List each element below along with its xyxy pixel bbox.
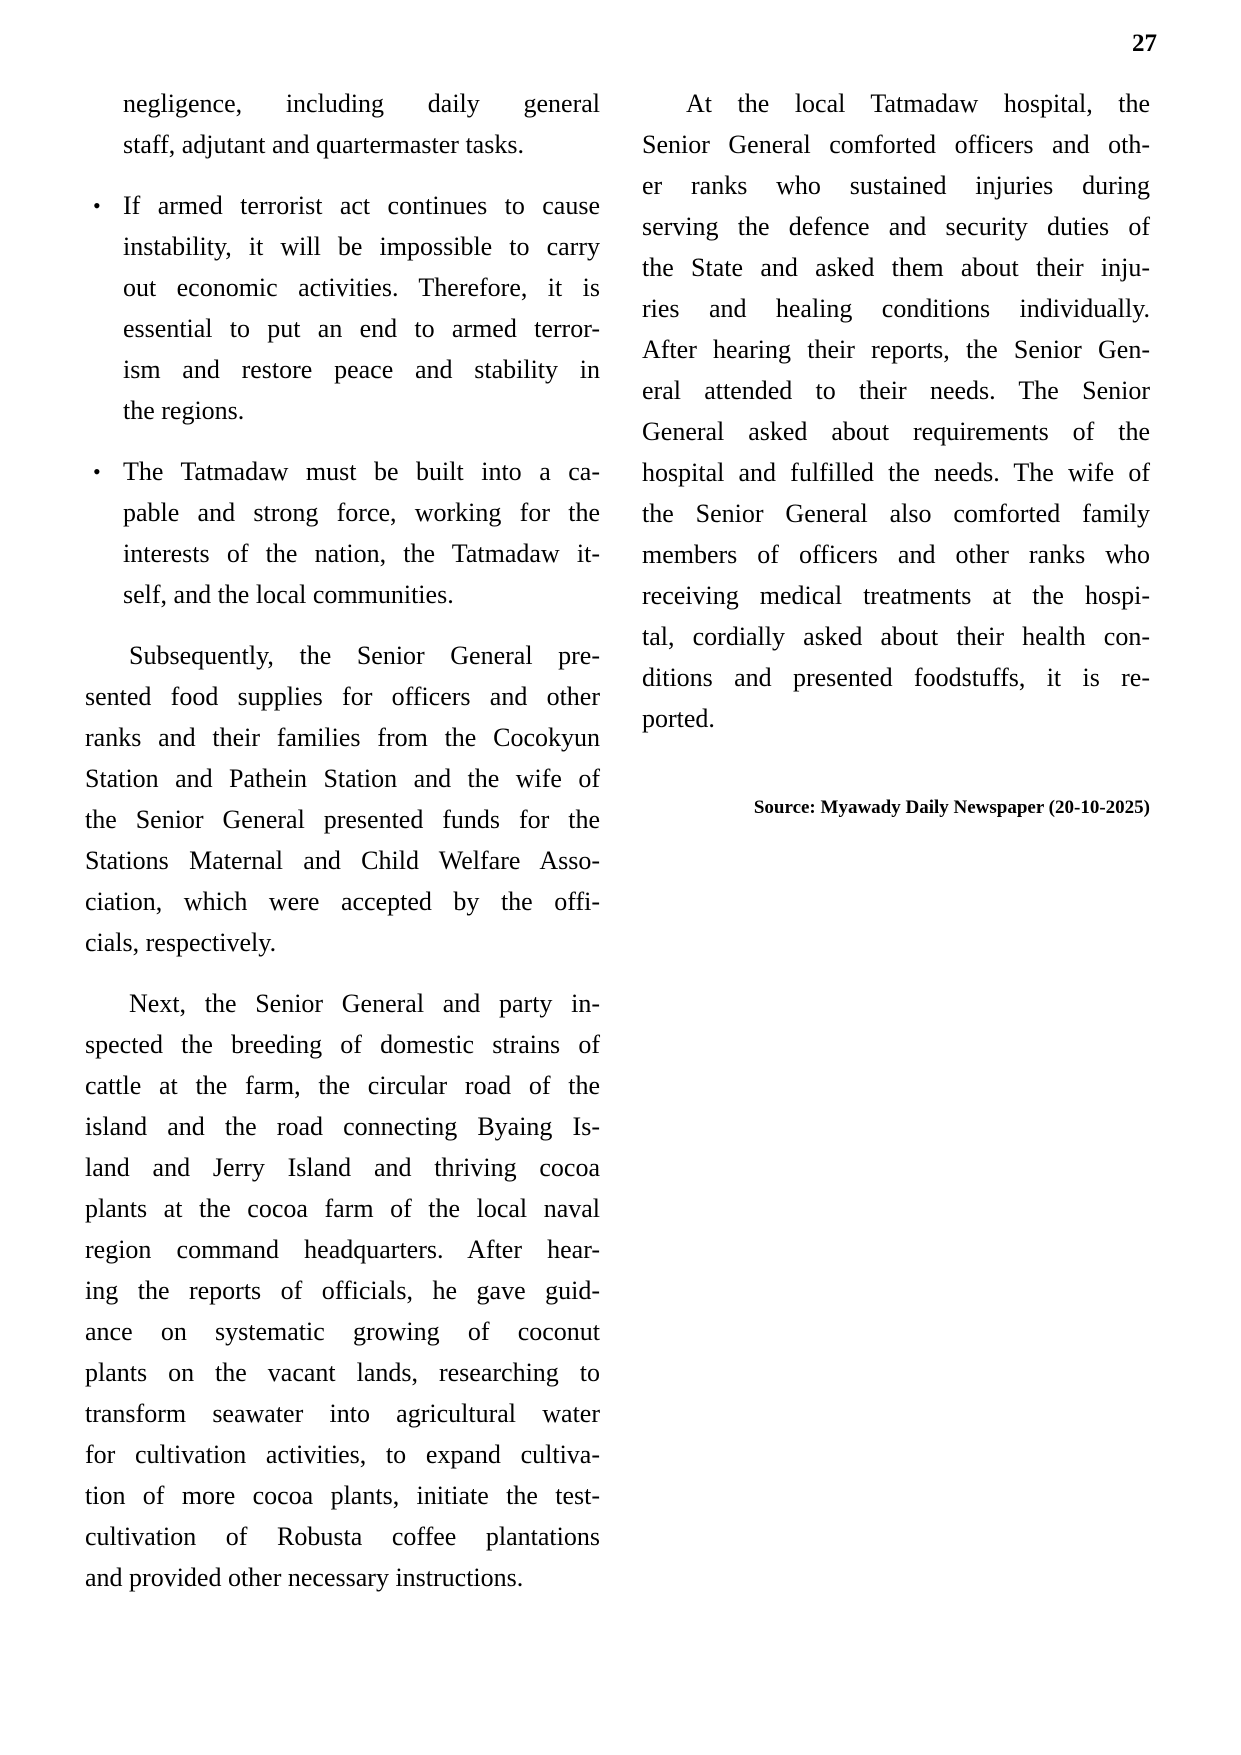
text-line: hospital and fulfilled the needs. The wife of — [642, 458, 1150, 487]
paragraph — [642, 83, 1150, 739]
left-column — [85, 83, 600, 1598]
text-line: cials, respectively. — [85, 928, 277, 957]
text-line: the Senior General presented funds for the — [85, 805, 600, 834]
text-line: instability, it will be impossible to carry — [123, 232, 600, 261]
source-attribution: Source: Myawady Daily Newspaper (20-10-2025) — [753, 797, 1150, 818]
text-line: plants on the vacant lands, researching to — [85, 1358, 600, 1387]
text-line: At the local Tatmadaw hospital, the — [686, 89, 1150, 118]
paragraph — [85, 983, 600, 1598]
text-line: the regions. — [123, 396, 245, 425]
text-line: interests of the nation, the Tatmadaw it- — [123, 539, 600, 568]
text-line: negligence, including daily general — [123, 89, 600, 118]
text-line: staff, adjutant and quartermaster tasks. — [123, 130, 524, 159]
text-line: General asked about requirements of the — [642, 417, 1150, 446]
text-line: eral attended to their needs. The Senior — [642, 376, 1150, 405]
text-line: ing the reports of officials, he gave guid- — [85, 1276, 600, 1305]
text-line: the State and asked them about their inju- — [642, 253, 1150, 282]
text-line: ported. — [642, 704, 715, 733]
text-line: Subsequently, the Senior General pre- — [129, 641, 600, 670]
text-line: Senior General comforted officers and oth- — [642, 130, 1150, 159]
paragraph — [85, 635, 600, 963]
text-line: ditions and presented foodstuffs, it is re- — [642, 663, 1150, 692]
bullet-item — [85, 451, 600, 615]
text-line: cattle at the farm, the circular road of the — [85, 1071, 600, 1100]
text-line: serving the defence and security duties of — [642, 212, 1150, 241]
text-line: After hearing their reports, the Senior Gen- — [642, 335, 1150, 364]
text-line: the Senior General also comforted family — [642, 499, 1150, 528]
text-line: ciation, which were accepted by the offi- — [85, 887, 600, 916]
text-line: ism and restore peace and stability in — [123, 355, 600, 384]
bullet-item — [85, 185, 600, 431]
text-line: Station and Pathein Station and the wife of — [85, 764, 600, 793]
page-number: 27 — [1132, 30, 1157, 57]
text-line: The Tatmadaw must be built into a ca- — [123, 457, 600, 486]
text-line: spected the breeding of domestic strains of — [85, 1030, 600, 1059]
text-line: sented food supplies for officers and other — [85, 682, 600, 711]
text-line: members of officers and other ranks who — [642, 540, 1150, 569]
bullet-icon: • — [93, 459, 101, 484]
text-line: Next, the Senior General and party in- — [129, 989, 600, 1018]
text-line: tal, cordially asked about their health con- — [642, 622, 1150, 651]
text-line: region command headquarters. After hear- — [85, 1235, 600, 1264]
text-line: island and the road connecting Byaing Is- — [85, 1112, 600, 1141]
bullet-icon: • — [93, 193, 101, 218]
text-line: self, and the local communities. — [123, 580, 454, 609]
text-line: out economic activities. Therefore, it is — [123, 273, 600, 302]
text-line: cultivation of Robusta coffee plantations — [85, 1522, 600, 1551]
text-line: Stations Maternal and Child Welfare Asso- — [85, 846, 600, 875]
text-line: If armed terrorist act continues to cause — [123, 191, 600, 220]
text-line: land and Jerry Island and thriving cocoa — [85, 1153, 600, 1182]
right-column — [642, 83, 1150, 821]
text-line: pable and strong force, working for the — [123, 498, 600, 527]
right-column-text — [642, 83, 1150, 739]
text-line: ries and healing conditions individually. — [642, 294, 1150, 323]
text-line: tion of more cocoa plants, initiate the test- — [85, 1481, 600, 1510]
text-line: receiving medical treatments at the hospi- — [642, 581, 1150, 610]
text-line: plants at the cocoa farm of the local naval — [85, 1194, 600, 1223]
text-line: ranks and their families from the Cocokyun — [85, 723, 600, 752]
text-line: transform seawater into agricultural water — [85, 1399, 600, 1428]
text-line: essential to put an end to armed terror- — [123, 314, 600, 343]
left-column-text — [85, 83, 600, 1598]
text-line: er ranks who sustained injuries during — [642, 171, 1150, 200]
text-line: for cultivation activities, to expand cultiva- — [85, 1440, 600, 1469]
text-line: and provided other necessary instructions. — [85, 1563, 524, 1592]
paragraph-continuation — [85, 83, 600, 165]
text-line: ance on systematic growing of coconut — [85, 1317, 600, 1346]
